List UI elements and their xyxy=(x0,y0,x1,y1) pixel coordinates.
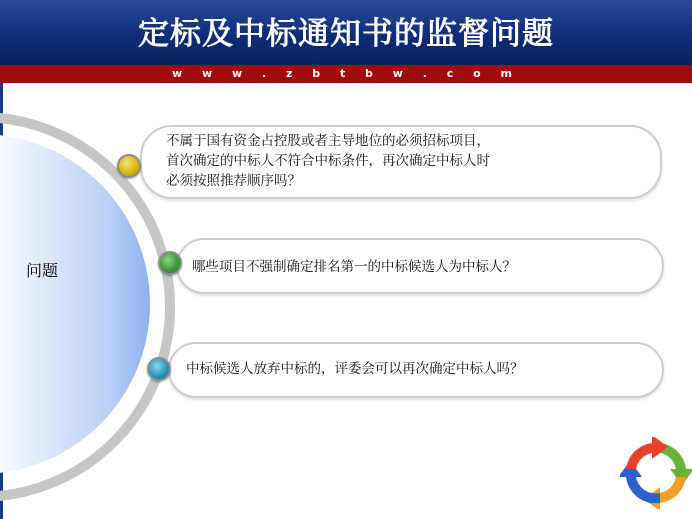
yellow-dot-icon xyxy=(117,154,141,178)
question-1-text xyxy=(166,131,646,191)
question-3-text xyxy=(186,359,656,379)
page-title: 定标及中标通知书的监督问题 xyxy=(138,16,554,52)
question-2-line-1: 哪些项目不强制确定排名第一的中标候选人为中标人？ xyxy=(192,259,516,275)
cycle-arrows-icon xyxy=(620,437,692,509)
title-bar xyxy=(0,0,692,65)
question-1-line-2: 首次确定的中标人不符合中标条件，再次确定中标人时 xyxy=(166,153,490,169)
question-1-line-3: 必须按照推荐顺序吗？ xyxy=(166,173,301,189)
question-3-line-1: 中标候选人放弃中标的，评委会可以再次确定中标人吗？ xyxy=(186,361,524,377)
question-2-text xyxy=(192,257,652,277)
question-1-line-1: 不属于国有资金占控股或者主导地位的必须招标项目， xyxy=(166,133,490,149)
center-label: 问题 xyxy=(26,261,59,280)
blue-dot-icon xyxy=(147,357,171,381)
green-dot-icon xyxy=(158,251,182,275)
website-url: w w w . z b t b w . c o m xyxy=(172,67,520,80)
website-bar xyxy=(0,65,692,83)
